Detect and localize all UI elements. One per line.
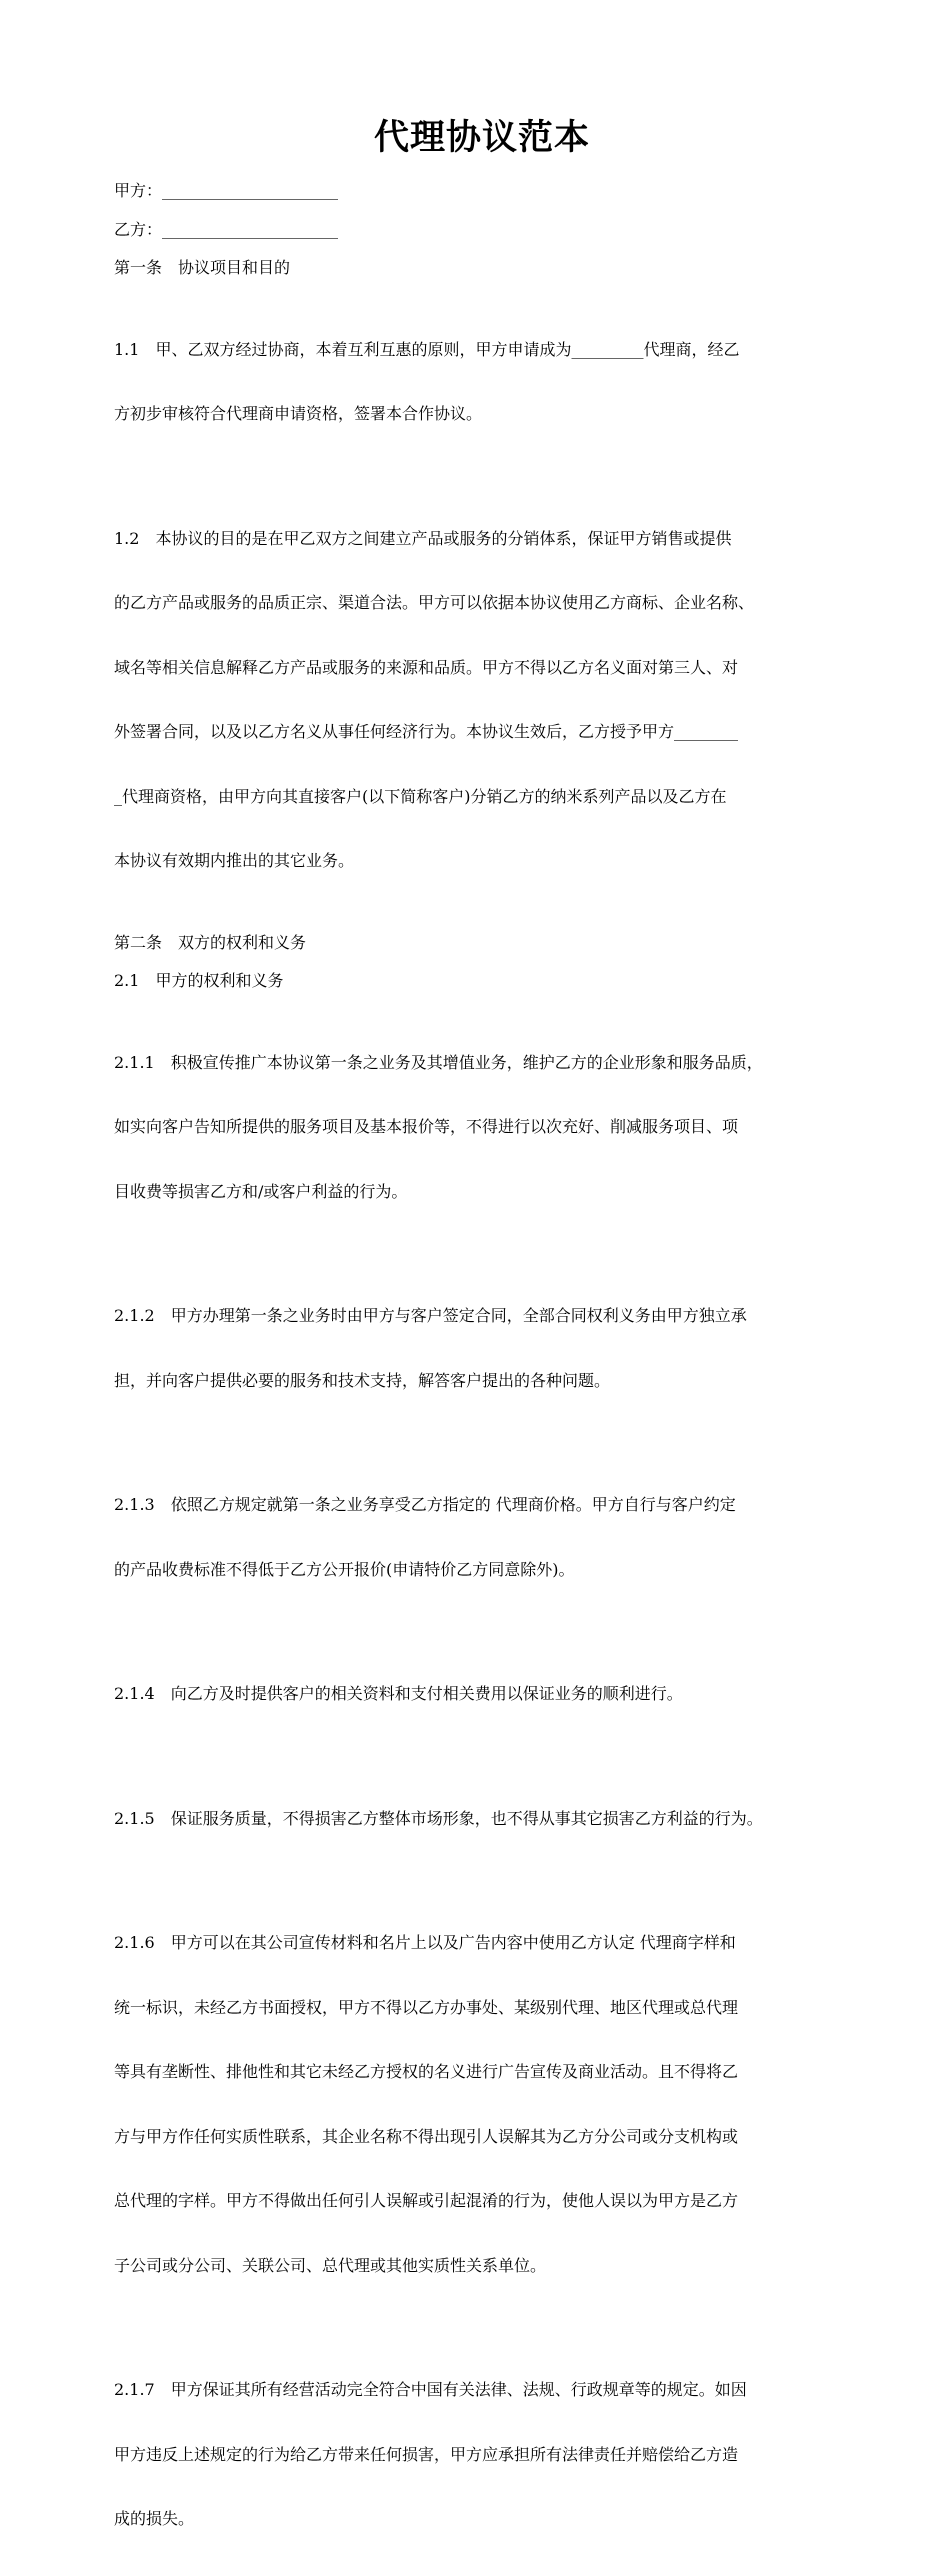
clause-2-1-6-line: 等具有垄断性、排他性和其它未经乙方授权的名义进行广告宣传及商业活动。且不得将乙 <box>114 2062 739 2081</box>
clause-2-1-7 <box>114 2336 850 2573</box>
clause-2-1-7-line: 甲方违反上述规定的行为给乙方带来任何损害，甲方应承担所有法律责任并赔偿给乙方造 <box>114 2444 739 2464</box>
clause-2-1-7-line: 成的损失。 <box>114 2509 195 2528</box>
clause-2-1-2-line: 2.1.2 甲方办理第一条之业务时由甲方与客户签定合同，全部合同权利义务由甲方独立承 <box>114 1306 747 1325</box>
clause-1-1 <box>114 296 850 468</box>
clause-2-1-2 <box>114 1262 850 1434</box>
clause-1-2-line: 1.2 本协议的目的是在甲乙双方之间建立产品或服务的分销体系，保证甲方销售或提供 <box>114 528 732 548</box>
clause-1-2-line: 外签署合同，以及以乙方名义从事任何经济行为。本协议生效后，乙方授予甲方________ <box>114 722 739 741</box>
section-2-1-heading: 2.1 甲方的权利和义务 <box>114 971 284 990</box>
clause-2-1-6 <box>114 1889 850 2319</box>
article-2-heading: 第二条 双方的权利和义务 <box>114 932 307 952</box>
party-b-line: 乙方：______________________ <box>114 219 339 239</box>
clause-2-1-2-line: 担，并向客户提供必要的服务和技术支持，解答客户提出的各种问题。 <box>114 1370 611 1390</box>
clause-1-2-line: 本协议有效期内推出的其它业务。 <box>114 851 355 870</box>
clause-1-2-line: 域名等相关信息解释乙方产品或服务的来源和品质。甲方不得以乙方名义面对第三人、对 <box>114 657 739 677</box>
clause-2-1-6-line: 统一标识，未经乙方书面授权，甲方不得以乙方办事处、某级别代理、地区代理或总代理 <box>114 1997 739 2017</box>
clause-2-1-6-line: 子公司或分公司、关联公司、总代理或其他实质性关系单位。 <box>114 2255 547 2275</box>
clause-2-1-3-line: 的产品收费标准不得低于乙方公开报价(申请特价乙方同意除外)。 <box>114 1559 575 1579</box>
clause-2-1-3 <box>114 1451 850 1623</box>
clause-2-1-1-line: 2.1.1 积极宣传推广本协议第一条之业务及其增值业务，维护乙方的企业形象和服务品质， <box>114 1052 763 1072</box>
clause-2-1-1 <box>114 1009 850 1246</box>
party-a-line: 甲方：______________________ <box>114 181 339 200</box>
clause-2-1-6-line: 方与甲方作任何实质性联系，其企业名称不得出现引人误解其为乙方分公司或分支机构或 <box>114 2126 739 2146</box>
article-1-heading: 第一条 协议项目和目的 <box>114 258 291 277</box>
clause-2-1-6-line: 2.1.6 甲方可以在其公司宣传材料和名片上以及广告内容中使用乙方认定 代理商字样和 <box>114 1933 736 1952</box>
clause-1-1-line: 1.1 甲、乙双方经过协商，本着互利互惠的原则，甲方申请成为_________代理商，经乙 <box>114 339 740 359</box>
clause-1-2-line: _代理商资格，由甲方向其直接客户(以下简称客户)分销乙方的纳米系列产品以及乙方在 <box>114 786 727 806</box>
clause-2-1-3-line: 2.1.3 依照乙方规定就第一条之业务享受乙方指定的 代理商价格。甲方自行与客户约定 <box>114 1495 736 1514</box>
clause-1-1-line: 方初步审核符合代理商申请资格，签署本合作协议。 <box>114 404 483 423</box>
clause-2-1-4 <box>114 1640 850 1748</box>
clause-1-2 <box>114 485 850 915</box>
clause-2-1-4-line: 2.1.4 向乙方及时提供客户的相关资料和支付相关费用以保证业务的顺利进行。 <box>114 1684 683 1703</box>
clause-2-1-1-line: 目收费等损害乙方和/或客户利益的行为。 <box>114 1181 408 1201</box>
clause-2-1-1-line: 如实向客户告知所提供的服务项目及基本报价等，不得进行以次充好、削减服务项目、项 <box>114 1117 739 1136</box>
clause-2-1-5 <box>114 1765 850 1873</box>
clause-2-1-5-line: 2.1.5 保证服务质量，不得损害乙方整体市场形象，也不得从事其它损害乙方利益的行为。 <box>114 1808 763 1828</box>
clause-1-2-line: 的乙方产品或服务的品质正宗、渠道合法。甲方可以依据本协议使用乙方商标、企业名称、 <box>114 593 755 612</box>
clause-2-1-7-line: 2.1.7 甲方保证其所有经营活动完全符合中国有关法律、法规、行政规章等的规定。如因 <box>114 2380 747 2399</box>
document-title: 代理协议范本 <box>373 117 590 158</box>
clause-2-1-6-line: 总代理的字样。甲方不得做出任何引人误解或引起混淆的行为，使他人误以为甲方是乙方 <box>114 2191 739 2210</box>
